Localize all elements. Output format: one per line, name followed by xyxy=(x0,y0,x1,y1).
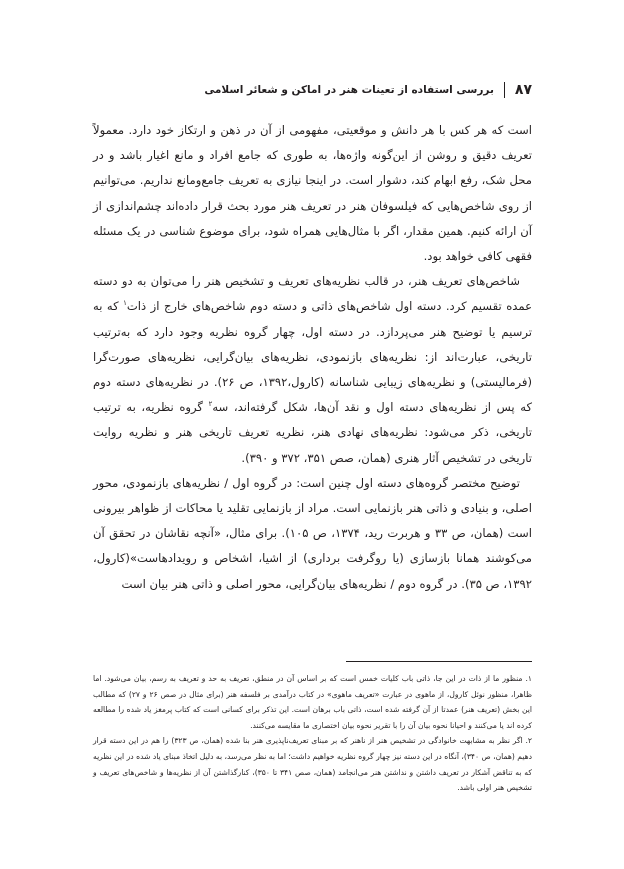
header-divider xyxy=(504,82,505,98)
page-number: ۸۷ xyxy=(514,82,532,98)
footnote-divider xyxy=(346,661,532,662)
footnote-2: ۲. اگر نظر به مشابهت خانوادگی در تشخیص هنر از ناهنر که بر مبنای تعریف‌ناپذیری هنر بنا شده (همان، ص ۳۲۳) را هم در این دسته قرار دهیم (همان، ص ۳۴۰)، آنگاه در این دسته نیز چهار گروه نظریه خواهیم داشت؛ اما به نظر می‌رسد، به دلیل اتخاذ مبنای یاد شده در این نظریه که به تناقض آشکار در تعریف داشتن و نداشتن هنر می‌انجامد (همان، صص ۳۴۱ تا ۳۵۰)، کنارگذاشتن آن از نظریه‌ها و شاخص‌های تعریف و تشخیص هنر اولی باشد. xyxy=(93,736,532,793)
footnote-ref-1[interactable]: ۱ xyxy=(123,299,127,308)
paragraph-2-continued: که به ترسیم یا توضیح هنر می‌پردازد. در دسته اول، چهار گروه نظریه وجود دارد که به‌ترتیب تاریخی، عبارت‌اند از: نظریه‌های بازنمودی، نظریه‌های بیان‌گرایی، نظریه‌های صورت‌گرا (فرمالیستی) و نظریه‌های زیبایی شناسانه (کارول،۱۳۹۲، ص ۲۶). در نظریه‌های دسته دوم که پس از نظریه‌های دسته اول و نقد آن‌ها، شکل گرفته‌اند، سه xyxy=(93,299,532,415)
footnotes xyxy=(93,671,532,796)
paragraph-2-end: گروه نظریه، به ترتیب تاریخی، ذکر می‌شود: نظریه‌های نهادی هنر، نظریه تعریف تاریخی هنر و نظریه روایت تاریخی در تشخیص آثار هنری (همان، صص ۳۵۱، ۳۷۲ و ۳۹۰). xyxy=(93,400,532,465)
body-text xyxy=(93,118,532,597)
paragraph-3 xyxy=(93,471,532,597)
running-header xyxy=(110,80,532,100)
paragraph-2-text: شاخص‌های تعریف هنر، در قالب نظریه‌های تعریف و تشخیص هنر را می‌توان به دو دسته عمده تقسیم کرد. دسته اول شاخص‌های ذاتی و دسته دوم شاخص‌های خارج از ذات xyxy=(93,274,532,314)
paragraph-1 xyxy=(93,118,532,269)
paragraph-1-text: است که هر کس با هر دانش و موقعیتی، مفهومی از آن در ذهن و ارتکاز خود دارد. معمولاً تعریف دقیق و روشن از این‌گونه واژه‌ها، به طوری که جامع افراد و مانع اغیار باشد و در محل شک، رفع ابهام کند، دشوار است. در اینجا نیازی به تعریف جامع‌ومانع نداریم. می‌توانیم از روی شاخص‌هایی که فیلسوفان هنر در تعریف هنر مورد بحث قرار داده‌اند چشم‌اندازی از آن ارائه کنیم. همین مقدار، اگر با مثال‌هایی همراه شود، برای موضوع شناسی در یک مسئله فقهی کافی خواهد بود. xyxy=(93,123,532,264)
paragraph-2 xyxy=(93,269,532,471)
footnote-1: ۱. منظور ما از ذات در این جا، ذاتی باب کلیات خمس است که بر اساس آن در منطق، تعریف به حد و تعریف به رسم، بیان می‌شود. اما ظاهرا، منظور نوئل کارول، از ماهوی در عبارت «تعریف ماهوی» در کتاب درآمدی بر فلسفه هنر (برای مثال در صص ۲۶ و ۲۷) که مطالب این بخش (تعریف هنر) عمدتا از آن گرفته شده است، ذاتی باب برهان است. این تذکر برای کسانی است که کتاب پرمغز یاد شده را مطالعه کرده اند یا می‌کنند و احیانا نحوه بیان آن را با تقریر نحوه بیان اختصاری ما مقایسه می‌کنند. xyxy=(93,674,533,730)
running-title: بررسی استفاده از تعینات هنر در اماکن و شعائر اسلامی xyxy=(204,84,494,96)
paragraph-3-text: توضیح مختصر گروه‌های دسته اول چنین است: در گروه اول / نظریه‌های بازنمودی، محور اصلی، و بنیادی و ذاتی هنر بازنمایی است. مراد از بازنمایی تقلید یا محاکات از ظواهر بیرونی است (همان، ص ۳۳ و هربرت رید، ۱۳۷۴، ص ۱۰۵). برای مثال، «آنچه نقاشان در تحقق آن می‌کوشند همانا بازسازی (یا روگرفت برداری) از اشیا، اشخاص و رویدادهاست»(کارول، ۱۳۹۲، ص ۳۵). در گروه دوم / نظریه‌های بیان‌گرایی، محور اصلی و ذاتی هنر بیان است xyxy=(93,475,532,591)
footnote-ref-2[interactable]: ۲ xyxy=(208,400,213,409)
